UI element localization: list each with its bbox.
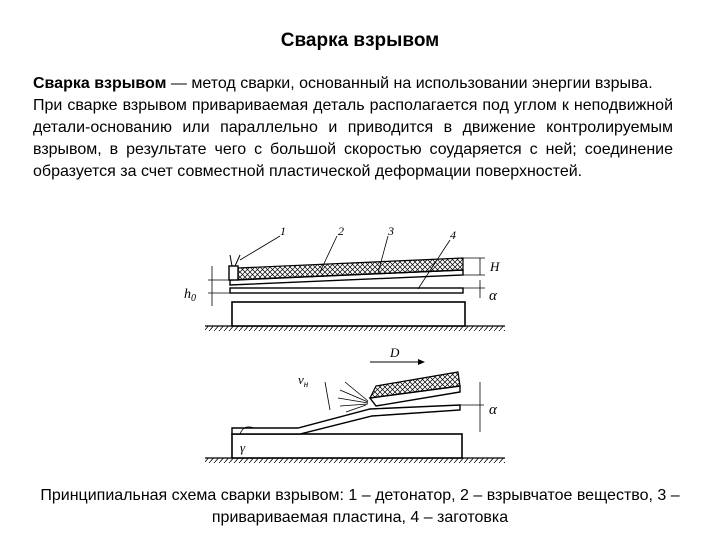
- label-D: D: [390, 345, 400, 360]
- label-4: 4: [450, 228, 456, 242]
- D-arrowhead: [418, 359, 425, 365]
- label-gamma: γ: [240, 440, 246, 455]
- detonator-wire-1: [230, 255, 232, 266]
- definition-term: Сварка взрывом: [33, 75, 167, 92]
- label-vn-sub: н: [303, 379, 309, 389]
- top-workpiece: [230, 288, 463, 293]
- bottom-welded-plate: [232, 405, 460, 434]
- label-vn-main: v: [298, 372, 304, 387]
- top-base-part: [232, 302, 465, 326]
- leader-1: [240, 236, 280, 260]
- label-h0: [184, 287, 196, 304]
- explosion-jet: [338, 382, 368, 412]
- label-2: 2: [338, 224, 344, 238]
- label-h0-main: h: [184, 287, 191, 302]
- figure-caption: Принципиальная схема сварки взрывом: 1 – детонатор, 2 – взрывчатое вещество, 3 – привариваемая пластина, 4 – заготовка: [40, 487, 680, 526]
- description-paragraph: При сварке взрывом привариваемая деталь располагается под углом к неподвижной детали-основанию или параллельно и приводится в движение контролируемым взрывом, в результате чего с большой скоростью соударяется с ней; соединение образуется за счет совместной пластической деформации поверхностей.: [33, 97, 673, 180]
- label-H: H: [490, 259, 500, 274]
- welding-diagram: [180, 222, 520, 477]
- body-text: [33, 73, 673, 183]
- definition-paragraph: [33, 73, 673, 95]
- bottom-scheme: [205, 345, 505, 463]
- detonator-wire-2: [235, 255, 240, 266]
- label-alpha-bottom: α: [489, 402, 497, 418]
- vn-arrow: [325, 382, 330, 410]
- label-vn: [298, 372, 309, 389]
- bottom-base-part: [232, 434, 462, 458]
- definition-rest: — метод сварки, основанный на использовании энергии взрыва.: [166, 75, 653, 92]
- label-h0-sub: 0: [191, 293, 196, 304]
- top-detonator: [229, 266, 238, 280]
- top-scheme: [184, 224, 505, 331]
- page-title: Сварка взрывом: [280, 30, 440, 51]
- label-1: 1: [280, 224, 286, 238]
- label-alpha-top: α: [489, 288, 497, 304]
- label-3: 3: [388, 224, 394, 238]
